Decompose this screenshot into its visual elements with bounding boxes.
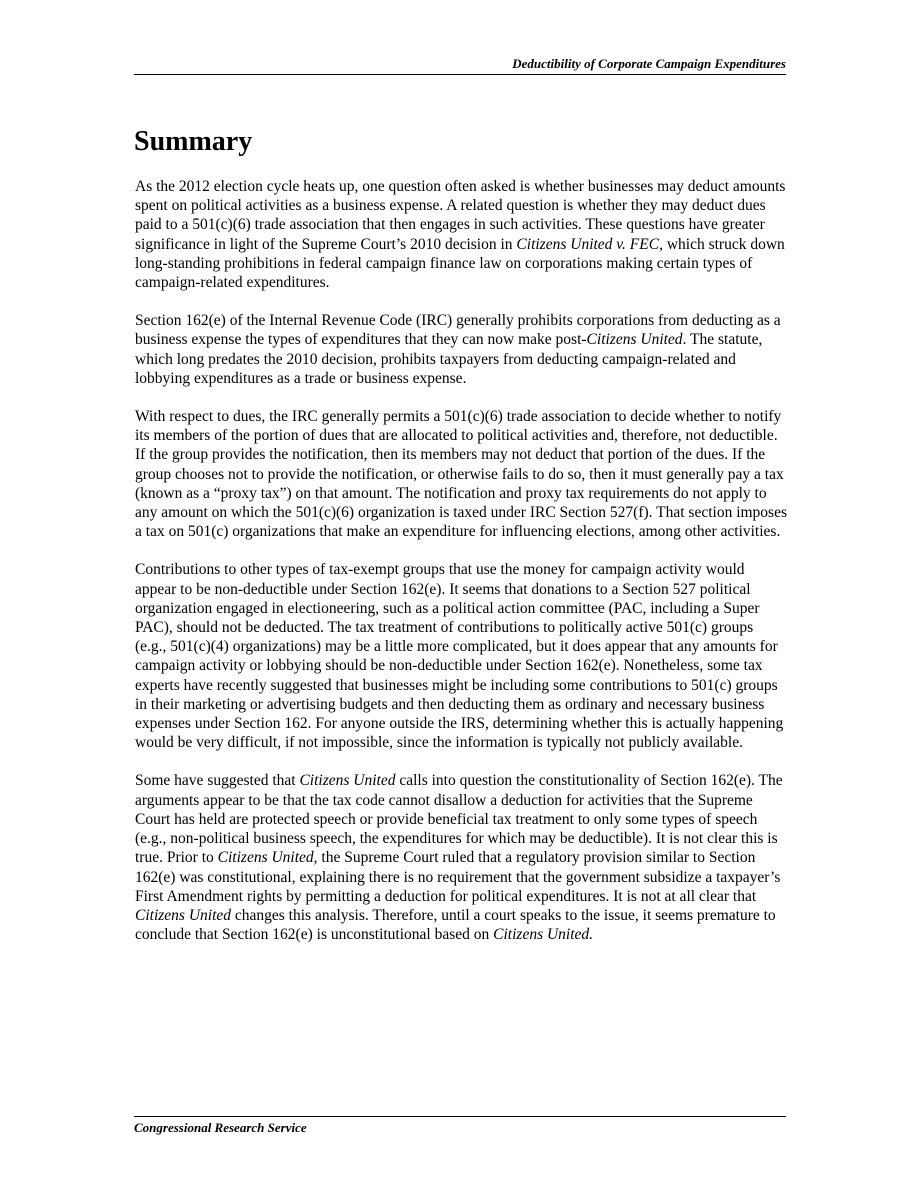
paragraph-4-text: Contributions to other types of tax-exempt groups that use the money for campaign activity would appear to be non-deductible under Section 162(e). It seems that donations to a Section 527 political organization engaged in electioneering, such as a political action committee (PAC, including a Super PAC), should not be deducted. The tax treatment of contributions to politically active 501(c) groups (e.g., 501(c)(4) organizations) may be a little more complicated, but it does appear that any amounts for campaign activity or lobbying should be non-deductible under Section 162(e). Nonetheless, some tax experts have recently suggested that businesses might be including some contributions to 501(c) groups in their marketing or advertising budgets and then deducting them as ordinary and necessary business expenses under Section 162. For anyone outside the IRS, determining whether this is actually happening would be very difficult, if not impossible, since the information is typically not publicly available. bbox=[135, 561, 784, 752]
case-name-italic: Citizens United bbox=[217, 849, 314, 867]
paragraph-5-text-a: Some have suggested that bbox=[135, 772, 300, 790]
paragraph-2 bbox=[135, 311, 787, 388]
header-rule bbox=[134, 74, 786, 75]
paragraph-5 bbox=[135, 771, 787, 944]
paragraph-1-text-c: , which struck down long-standing prohibitions in federal campaign finance law on corporations making certain types of campaign-related expenditures. bbox=[135, 235, 785, 292]
paragraph-5-text-e: , the Supreme Court ruled that a regulatory provision similar to Section 162(e) was constitutional, explaining there is no requirement that the government subsidize a taxpayer’s First Amendment rights by permitting a deduction for political expenditures. It is not at all clear that bbox=[135, 849, 781, 905]
case-name-italic: Citizens United v. FEC bbox=[516, 235, 660, 253]
paragraph-2-text-c: . The statute, which long predates the 2010 decision, prohibits taxpayers from deducting campaign-related and lobbying expenditures as a trade or business expense. bbox=[135, 331, 763, 387]
summary-body bbox=[135, 177, 787, 963]
paragraph-3-text: With respect to dues, the IRC generally permits a 501(c)(6) trade association to decide whether to notify its members of the portion of dues that are allocated to political activities and, therefore, not deductible. If the group provides the notification, then its members may not deduct that portion of the dues. If the group chooses not to provide the notification, or otherwise fails to do so, then it must generally pay a tax (known as a “proxy tax”) on that amount. The notification and proxy tax requirements do not apply to any amount on which the 501(c)(6) organization is taxed under IRC Section 527(f). That section imposes a tax on 501(c) organizations that make an expenditure for influencing elections, among other activities. bbox=[135, 408, 787, 541]
running-header: Deductibility of Corporate Campaign Expenditures bbox=[512, 56, 786, 71]
page-title: Summary bbox=[134, 126, 253, 157]
paragraph-1-text-a: As the 2012 election cycle heats up, one question often asked is whether businesses may deduct amounts spent on political activities as a business expense. A related question is whether they may deduct dues paid to a 501(c)(6) trade association that then engages in such activities. These questions have greater significance in light of the Supreme Court’s 2010 decision in bbox=[135, 178, 786, 253]
case-name-italic: Citizens United bbox=[586, 331, 683, 349]
footer-publisher: Congressional Research Service bbox=[134, 1120, 307, 1135]
case-name-italic: Citizens United bbox=[299, 772, 396, 790]
paragraph-4 bbox=[135, 560, 787, 752]
paragraph-5-text-c: calls into question the constitutionality of Section 162(e). The arguments appear to be that the tax code cannot disallow a deduction for activities that the Supreme Court has held are protected speech or provide beneficial tax treatment to only some types of speech (e.g., non-political business speech, the expenditures for which may be deductible). It is not clear this is true. Prior to bbox=[135, 772, 783, 867]
footer-rule bbox=[134, 1116, 786, 1117]
paragraph-1 bbox=[135, 177, 787, 292]
paragraph-2-text-a: Section 162(e) of the Internal Revenue Code (IRC) generally prohibits corporations from deducting as a business expense the types of expenditures that they can now make post- bbox=[135, 312, 781, 349]
paragraph-5-text-g: changes this analysis. Therefore, until a court speaks to the issue, it seems premature to conclude that Section 162(e) is unconstitutional based on bbox=[135, 906, 776, 944]
paragraph-3 bbox=[135, 407, 787, 541]
case-name-italic: Citizens United bbox=[135, 906, 232, 924]
case-name-italic: Citizens United. bbox=[493, 926, 594, 944]
